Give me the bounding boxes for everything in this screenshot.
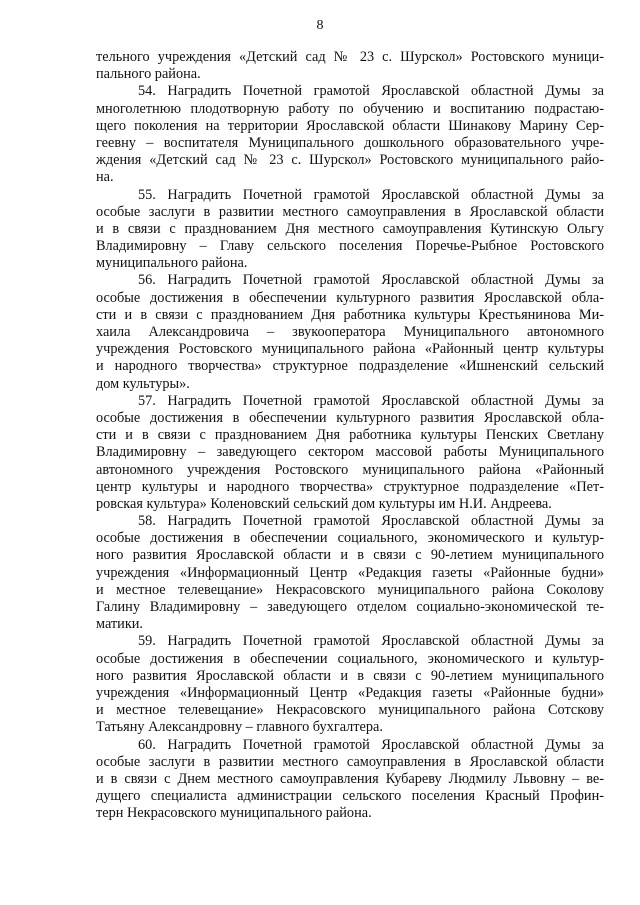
document-body — [96, 49, 604, 822]
text-line: учреждения Ростовского муниципального района «Районный центр культуры — [96, 341, 604, 358]
page-number: 8 — [316, 18, 324, 33]
text-line: 56. Наградить Почетной грамотой Ярославской областной Думы за — [138, 272, 604, 289]
text-line: муниципального района. — [96, 255, 248, 272]
text-line: на. — [96, 169, 114, 186]
text-line: Владимировну – Главу сельского поселения Поречье-Рыбное Ростовского — [96, 238, 604, 255]
text-line: сти и в связи с празднованием Дня работника культуры Крестьянинова Ми- — [96, 306, 604, 323]
paragraph-item-56 — [96, 272, 604, 392]
text-line: особые достижения в обеспечении социального, экономического и культур- — [96, 650, 604, 667]
text-line: 60. Наградить Почетной грамотой Ярославской областной Думы за — [138, 736, 604, 753]
text-line: терн Некрасовского муниципального района. — [96, 805, 372, 822]
text-line: геевну – воспитателя Муниципального дошкольного образовательного учре- — [96, 134, 604, 151]
text-line: и местное телевещание» Некрасовского муниципального района Соколову — [96, 581, 604, 598]
text-line: матики. — [96, 616, 143, 633]
text-line: ровская культура» Коленовский сельский дом культуры им Н.И. Андреева. — [96, 495, 552, 512]
text-line: особые достижения в обеспечении социального, экономического и культур- — [96, 530, 604, 547]
text-line: и местное телевещание» Некрасовского муниципального района Сотскову — [96, 702, 604, 719]
text-line: ного развития Ярославской области и в связи с 90-летием муниципального — [96, 667, 604, 684]
paragraph-continuation — [96, 49, 604, 83]
text-line: и в связи с Днем местного самоуправления Кубареву Людмилу Львовну – ве- — [96, 770, 604, 787]
text-line: учреждения «Информационный Центр «Редакция газеты «Районные будни» — [96, 684, 604, 701]
text-line: дом культуры». — [96, 375, 190, 392]
text-line: дущего специалиста администрации сельского поселения Красный Профин- — [96, 788, 604, 805]
text-line: многолетнюю плодотворную работу по обучению и воспитанию подрастаю- — [96, 100, 604, 117]
text-line: особые заслуги в развитии местного самоуправления в Ярославской области — [96, 203, 604, 220]
text-line: 59. Наградить Почетной грамотой Ярославской областной Думы за — [138, 633, 604, 650]
paragraph-item-60 — [96, 737, 604, 823]
text-line: 58. Наградить Почетной грамотой Ярославской областной Думы за — [138, 513, 604, 530]
text-line: особые достижения в обеспечении культурного развития Ярославской обла- — [96, 289, 604, 306]
text-line: пального района. — [96, 66, 201, 83]
text-line: щего поколения на территории Ярославской области Шинакову Марину Сер- — [96, 117, 604, 134]
text-line: 54. Наградить Почетной грамотой Ярославской областной Думы за — [138, 83, 604, 100]
paragraph-item-55 — [96, 187, 604, 273]
text-line: 55. Наградить Почетной грамотой Ярославской областной Думы за — [138, 186, 604, 203]
paragraph-item-57 — [96, 393, 604, 513]
text-line: сти и в связи с празднованием Дня работника культуры Пенских Светлану — [96, 427, 604, 444]
text-line: учреждения «Информационный Центр «Редакция газеты «Районные будни» — [96, 564, 604, 581]
text-line: ждения «Детский сад № 23 с. Шурскол» Ростовского муниципального райо- — [96, 152, 604, 169]
text-line: Владимировну – заведующего сектором массовой работы Муниципального — [96, 444, 604, 461]
text-line: особые заслуги в развитии местного самоуправления в Ярославской области — [96, 753, 604, 770]
text-line: центр культуры и народного творчества» структурное подразделение «Пет- — [96, 478, 604, 495]
paragraph-item-59 — [96, 633, 604, 736]
text-line: тельного учреждения «Детский сад № 23 с. Шурскол» Ростовского муници- — [96, 49, 604, 65]
text-line: Галину Владимировну – заведующего отделом социально-экономической те- — [96, 599, 604, 615]
text-line: ного развития Ярославской области и в связи с 90-летием муниципального — [96, 547, 604, 564]
text-line: Татьяну Александровну – главного бухгалтера. — [96, 719, 383, 736]
paragraph-item-54 — [96, 83, 604, 186]
text-line: особые достижения в обеспечении культурного развития Ярославской обла- — [96, 409, 604, 426]
text-line: 57. Наградить Почетной грамотой Ярославской областной Думы за — [138, 392, 604, 409]
text-line: автономного учреждения Ростовского муниципального района «Районный — [96, 461, 604, 478]
paragraph-item-58 — [96, 513, 604, 633]
text-line: хаила Александровича – звукооператора Муниципального автономного — [96, 324, 604, 340]
text-line: и в связи с празднованием Дня местного самоуправления Кутинскую Ольгу — [96, 220, 604, 237]
text-line: и народного творчества» структурное подразделение «Ишненский сельский — [96, 358, 604, 375]
